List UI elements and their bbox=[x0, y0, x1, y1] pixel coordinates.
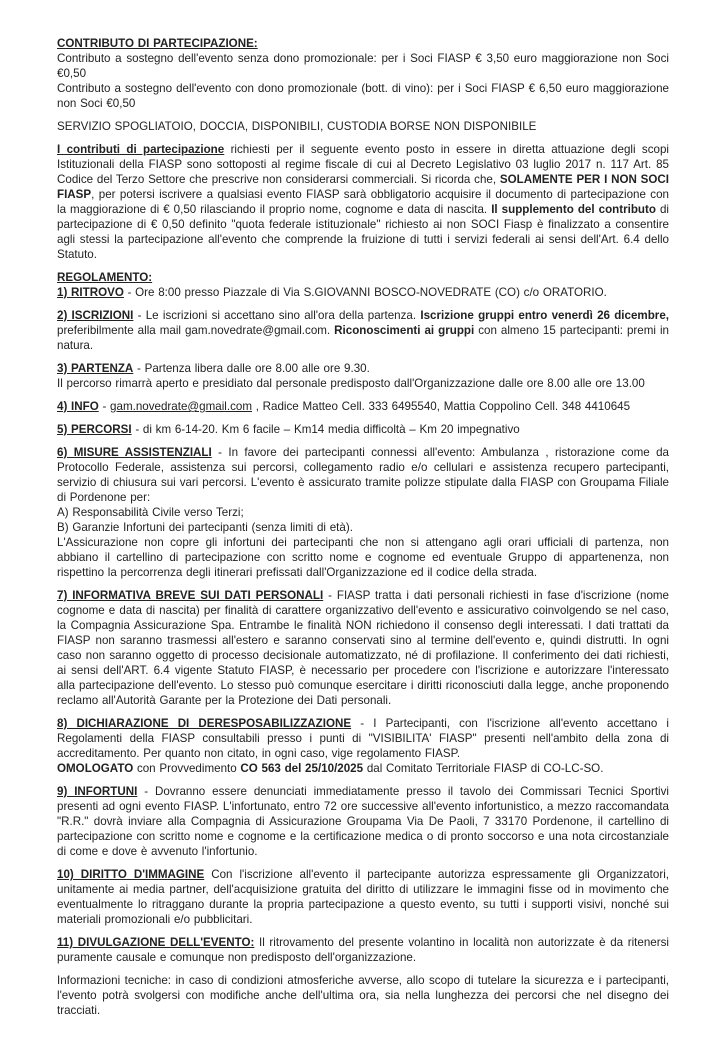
section-divulgazione bbox=[57, 935, 669, 965]
contributi-bold1: SOLAMENTE PER I NON SOCI FIASP bbox=[57, 173, 669, 201]
misure-run2: L'Assicurazione non copre gli infortuni dei partecipanti che non si attengano agli orari ufficiali di partenza, non abbiano il cartellino di partecipazione con scritto nome e cognome ed eventuale Gruppo di appartenenza, non rispettino la percorrenza degli itinerari prefissati dall'Organizzazione ed il codice della strada. bbox=[57, 536, 669, 579]
contributo-line1: Contributo a sostegno dell'evento senza dono promozionale: per i Soci FIASP € 3,50 euro maggiorazione non Soci €0,50 bbox=[57, 52, 669, 80]
partenza-run2: Il percorso rimarrà aperto e presidiato dal personale predisposto dall'Organizzazione dalle ore 8.00 alle ore 13.00 bbox=[57, 377, 645, 390]
omologato-provvedimento: CO 563 del 25/10/2025 bbox=[240, 762, 364, 775]
info-dash: - bbox=[98, 400, 111, 413]
item-divulgazione bbox=[57, 935, 669, 965]
ritrovo-head: 1) RITROVO bbox=[57, 286, 124, 299]
informativa-text: - FIASP tratta i dati personali richiesti in fase d'iscrizione (nome cognome e data di nascita) per finalità di carattere organizzativo dell'evento e assicurativo coinvolgendo se nel caso, la Compagnia Assicurazione Spa. Entrambe le finalità NON richiedono il consenso degli interessati. I dati trattati da FIASP non saranno trasmessi all'estero e saranno conservati sino al termine dell'evento e, quindi distrutti. In ogni caso non saranno oggetto di processo decisionale automatizzato, né di profilazione. Il conferimento dei dati richiesti, ai sensi dell'ART. 6.4 vigente Statuto FIASP, è necessario per procedere con l'iscrizione e autorizzare l'interessato alla partecipazione dell'evento. Lo stesso può comunque esercitare i diritti riconosciuti dalla legge, anche proponendo reclamo all'Autorità Garante per la Protezione dei Dati personali. bbox=[57, 589, 669, 707]
diritto-head: 10) DIRITTO D'IMMAGINE bbox=[57, 868, 205, 881]
item-percorsi bbox=[57, 422, 669, 437]
contributi-run3: di partecipazione di € 0,50 definito "quota federale istituzionale" richiesto ai non SOCI Fiasp è finalizzato a consentire agli stessi la partecipazione all'evento che comprende la fruizione di tutti i servizi federali ai sensi dell'Art. 6.4 dello Statuto. bbox=[57, 203, 670, 261]
divulgazione-head: 11) DIVULGAZIONE DELL'EVENTO: bbox=[57, 936, 255, 949]
item-informativa bbox=[57, 588, 669, 708]
percorsi-text: - di km 6-14-20. Km 6 facile – Km14 media difficoltà – Km 20 impegnativo bbox=[131, 423, 520, 436]
omologato-run2: con Provvedimento bbox=[133, 762, 241, 775]
contributi-lead: I contributi di partecipazione bbox=[57, 143, 225, 156]
diritto-text: Con l'iscrizione all'evento il partecipante autorizza espressamente gli Organizzatori, unitamente ai media partner, dell'acquisizione gratuita del diritto di utilizzare le immagini fisse od in movimento che eventualmente lo ritraggano durante la propria partecipazione a questo evento, su tutti i supporti visivi, nonché sui materiali promozionali e/o pubblicitari. bbox=[57, 868, 670, 926]
iscrizioni-head: 2) ISCRIZIONI bbox=[57, 309, 134, 322]
section-regolamento bbox=[57, 270, 669, 300]
misure-line-a: A) Responsabilità Civile verso Terzi; bbox=[57, 506, 244, 519]
section-informativa bbox=[57, 588, 669, 708]
info-head: 4) INFO bbox=[57, 400, 99, 413]
dichiarazione-head: 8) DICHIARAZIONE DI DERESPOSABILIZZAZIONE bbox=[57, 717, 352, 730]
section-diritto bbox=[57, 867, 669, 927]
section-misure bbox=[57, 445, 669, 580]
section-partenza bbox=[57, 361, 669, 391]
regolamento-heading: REGOLAMENTO: bbox=[57, 271, 153, 284]
section-infortuni bbox=[57, 784, 669, 859]
item-ritrovo bbox=[57, 285, 669, 300]
servizio-line: SERVIZIO SPOGLIATOIO, DOCCIA, DISPONIBILI, CUSTODIA BORSE NON DISPONIBILE bbox=[57, 120, 537, 133]
section-dichiarazione bbox=[57, 716, 669, 776]
iscrizioni-run1: - Le iscrizioni si accettano sino all'ora della partenza. bbox=[133, 309, 421, 322]
infortuni-head: 9) INFORTUNI bbox=[57, 785, 138, 798]
item-misure bbox=[57, 445, 669, 580]
divulgazione-text: Il ritrovamento del presente volantino in località non autorizzate è da ritenersi puramente causale e comunque non predisposto dell'organizzazione. bbox=[57, 936, 669, 964]
section-contributo bbox=[57, 36, 669, 111]
section-contributi-info bbox=[57, 142, 669, 262]
contributo-line2: Contributo a sostegno dell'evento con dono promozionale (bott. di vino): per i Soci FIASP € 6,50 euro maggiorazione non Soci €0,50 bbox=[57, 82, 669, 110]
iscrizioni-run2: preferibilmente alla mail gam.novedrate@gmail.com. bbox=[57, 324, 335, 337]
iscrizioni-run3: con almeno 15 partecipanti: premi in natura. bbox=[57, 324, 669, 352]
partenza-run1: - Partenza libera dalle ore 8.00 alle ore 9.30. bbox=[133, 362, 370, 375]
ritrovo-text: - Ore 8:00 presso Piazzale di Via S.GIOVANNI BOSCO-NOVEDRATE (CO) c/o ORATORIO. bbox=[123, 286, 607, 299]
section-servizio bbox=[57, 119, 669, 134]
informativa-head: 7) INFORMATIVA BREVE SUI DATI PERSONALI bbox=[57, 589, 324, 602]
omologato-run3: dal Comitato Territoriale FIASP di CO-LC-SO. bbox=[363, 762, 604, 775]
contributi-bold2: Il supplemento del contributo bbox=[491, 203, 656, 216]
iscrizioni-bold2: Riconoscimenti ai gruppi bbox=[334, 324, 475, 337]
contributi-run1: richiesti per il seguente evento posto in essere in diretta attuazione degli scopi Istituzionali della FIASP sono sottoposti al regime fiscale di cui al Decreto Legislativo 03 luglio 2017 n. 117 Art. 85 Codice del Terzo Settore che prescrive non considerarsi commerciali. Si ricorda che, bbox=[57, 143, 669, 186]
section-note-tecniche bbox=[57, 973, 669, 1018]
section-iscrizioni bbox=[57, 308, 669, 353]
info-email-link[interactable]: gam.novedrate@gmail.com bbox=[110, 400, 252, 413]
infortuni-text: - Dovranno essere denunciati immediatamente presso il tavolo dei Commissari Tecnici Sportivi presenti ad ogni evento FIASP. L'infortunato, entro 72 ore successive all'evento infortunistico, a mezzo raccomandata "R.R." dovrà inviare alla Compagnia di Assicurazione Groupama Via De Paoli, 7 33170 Pordenone, il cartellino di partecipazione con scritto nome e cognome e la certificazione medica o di pronto soccorso e una nota circostanziale di come e dove è avvenuto l'infortunio. bbox=[57, 785, 669, 858]
contributo-heading: CONTRIBUTO DI PARTECIPAZIONE: bbox=[57, 37, 258, 50]
percorsi-head: 5) PERCORSI bbox=[57, 423, 132, 436]
item-info bbox=[57, 399, 669, 414]
iscrizioni-bold1: Iscrizione gruppi entro venerdì 26 dicembre, bbox=[420, 309, 669, 322]
item-iscrizioni bbox=[57, 308, 669, 353]
note-tecniche-text: Informazioni tecniche: in caso di condizioni atmosferiche avverse, allo scopo di tutelare la sicurezza e i partecipanti, l'evento potrà svolgersi con modifiche anche dell'ultima ora, sia nella lunghezza dei percorsi che nel disegno dei tracciati. bbox=[57, 974, 669, 1017]
section-info bbox=[57, 399, 669, 414]
partenza-head: 3) PARTENZA bbox=[57, 362, 134, 375]
contributi-paragraph bbox=[57, 142, 669, 262]
info-run2: , Radice Matteo Cell. 333 6495540, Mattia Coppolino Cell. 348 4410645 bbox=[252, 400, 631, 413]
item-infortuni bbox=[57, 784, 669, 859]
misure-line-b: B) Garanzie Infortuni dei partecipanti (senza limiti di età). bbox=[57, 521, 353, 534]
item-diritto bbox=[57, 867, 669, 927]
misure-head: 6) MISURE ASSISTENZIALI bbox=[57, 446, 212, 459]
item-dichiarazione bbox=[57, 716, 669, 776]
dichiarazione-run1: - I Partecipanti, con l'iscrizione all'evento accettano i Regolamenti della FIASP consultabili presso i punti di "VISIBILITA' FIASP" presenti nell'ambito della zona di accreditamento. Per quanto non citato, in ogni caso, vige regolamento FIASP. bbox=[57, 717, 669, 760]
contributi-run2: , per potersi iscrivere a qualsiasi evento FIASP sarà obbligatorio acquisire il documento di partecipazione con la maggiorazione di € 0,50 rilasciando il proprio nome, cognome e data di nascita. bbox=[57, 188, 669, 216]
item-partenza bbox=[57, 361, 669, 391]
section-percorsi bbox=[57, 422, 669, 437]
omologato-label: OMOLOGATO bbox=[57, 762, 134, 775]
misure-run1: - In favore dei partecipanti connessi all'evento: Ambulanza , ristorazione come da Protocollo Federale, assistenza sui percorsi, collegamento radio e/o cellulari e assistenza recupero partecipanti, servizio di chiusura sui vari percorsi. L'evento è assicurato tramite polizze stipulate dalla FIASP con Groupama Filiale di Pordenone per: bbox=[57, 446, 669, 504]
